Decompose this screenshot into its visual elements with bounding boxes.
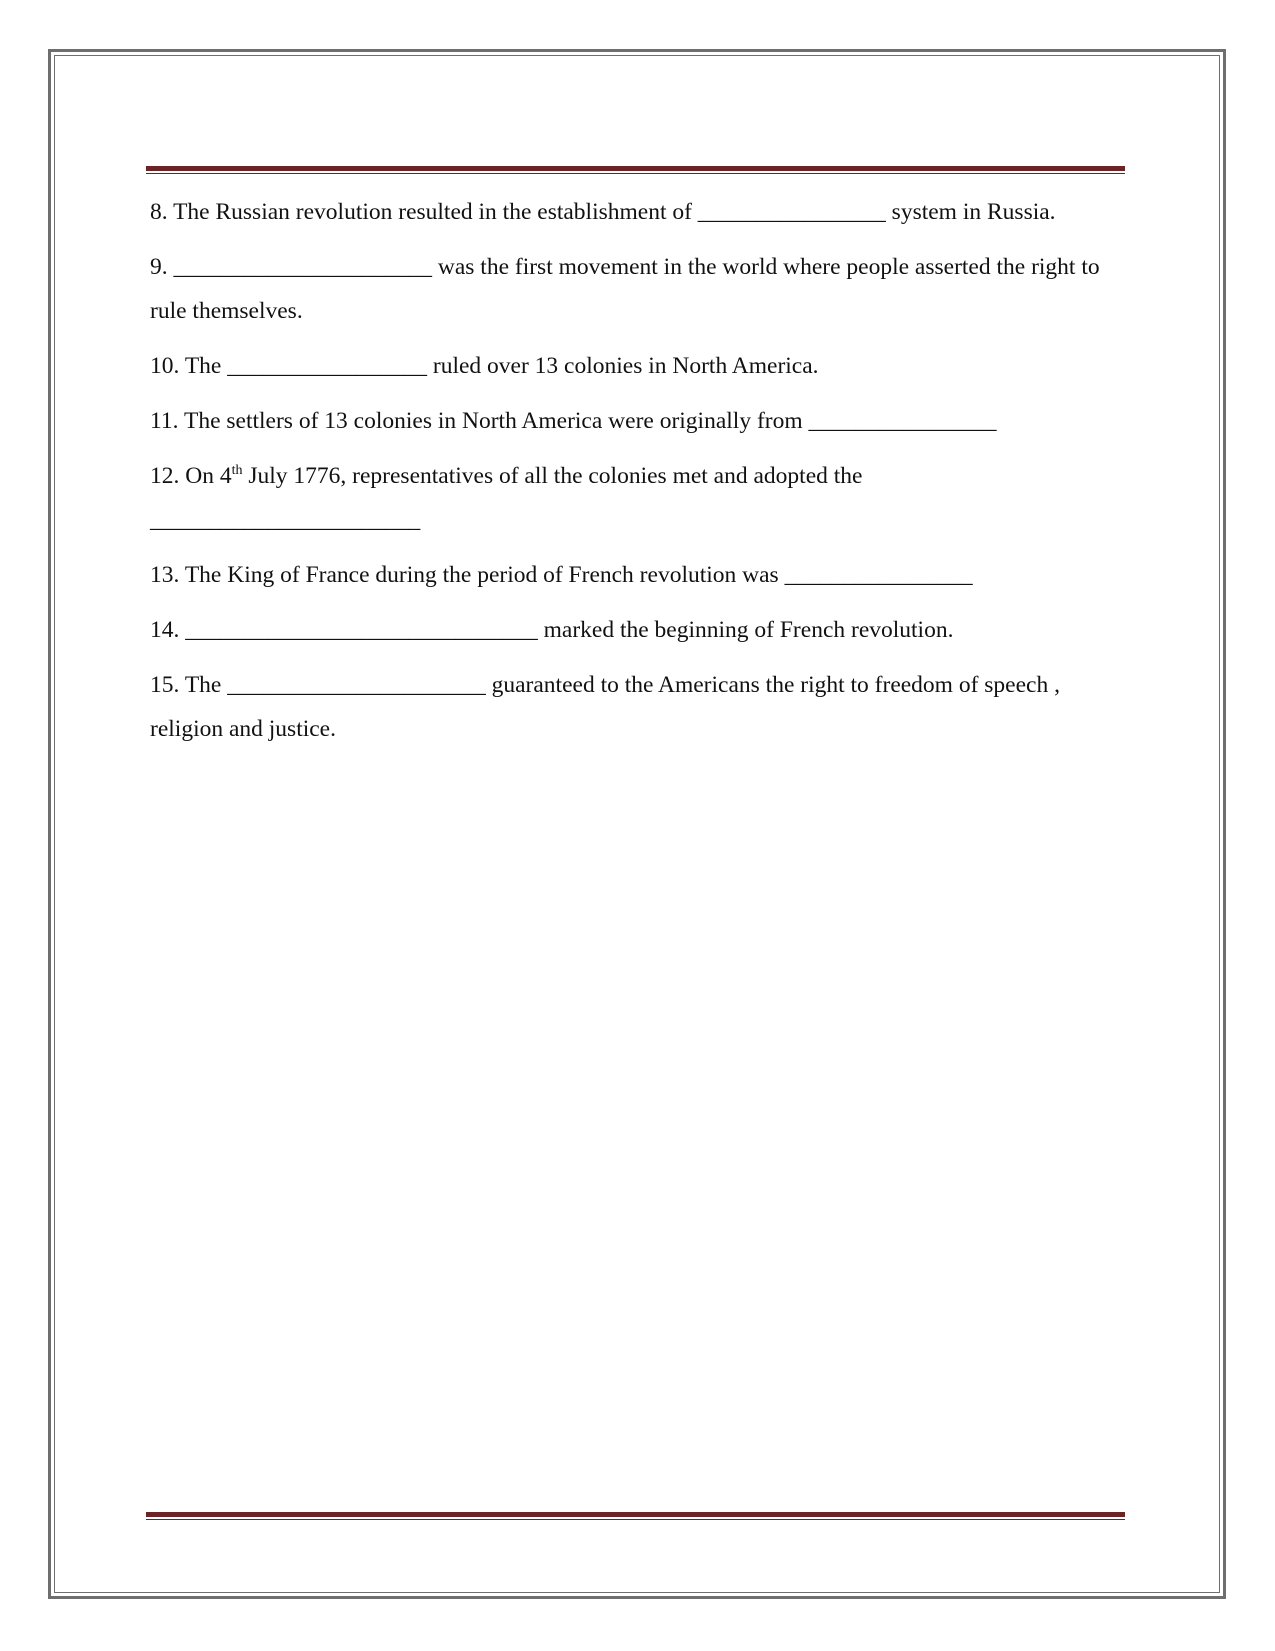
ordinal-suffix: th	[231, 463, 243, 479]
question-number: 9.	[150, 254, 168, 280]
question-12	[150, 454, 1135, 542]
question-number: 10.	[150, 353, 180, 379]
question-text: ______________________ was the first movement in the world where people asserted the right to rule themselves.	[150, 254, 1100, 324]
question-number: 12.	[150, 463, 180, 489]
question-text: The settlers of 13 colonies in North America were originally from ________________	[183, 408, 997, 434]
question-text-end: July 1776, representatives of all the colonies met and adopted the	[242, 463, 863, 489]
question-text: The Russian revolution resulted in the establishment of ________________ system in Russia.	[173, 199, 1056, 225]
question-13	[150, 553, 1135, 597]
question-text: The _________________ ruled over 13 colonies in North America.	[184, 353, 819, 379]
question-number: 8.	[150, 199, 168, 225]
question-text-start: On 4	[185, 463, 232, 489]
header-rule-thick	[146, 166, 1125, 171]
footer-rule	[146, 1512, 1125, 1520]
question-8	[150, 190, 1135, 234]
footer-rule-thick	[146, 1512, 1125, 1517]
question-9	[150, 245, 1135, 333]
footer-rule-thin	[146, 1519, 1125, 1520]
header-rule	[146, 166, 1125, 174]
question-15	[150, 663, 1135, 751]
header-rule-thin	[146, 173, 1125, 174]
question-text: The ______________________ guaranteed to the Americans the right to freedom of speech , religion and justice.	[150, 672, 1060, 742]
question-number: 14.	[150, 617, 180, 643]
question-14	[150, 608, 1135, 652]
question-11	[150, 399, 1135, 443]
answer-blank: _______________________	[150, 507, 421, 533]
question-number: 13.	[150, 562, 180, 588]
question-number: 15.	[150, 672, 180, 698]
question-text: ______________________________ marked the beginning of French revolution.	[185, 617, 954, 643]
question-text: The King of France during the period of French revolution was ________________	[184, 562, 973, 588]
worksheet-content	[150, 190, 1135, 762]
question-10	[150, 344, 1135, 388]
question-number: 11.	[150, 408, 179, 434]
